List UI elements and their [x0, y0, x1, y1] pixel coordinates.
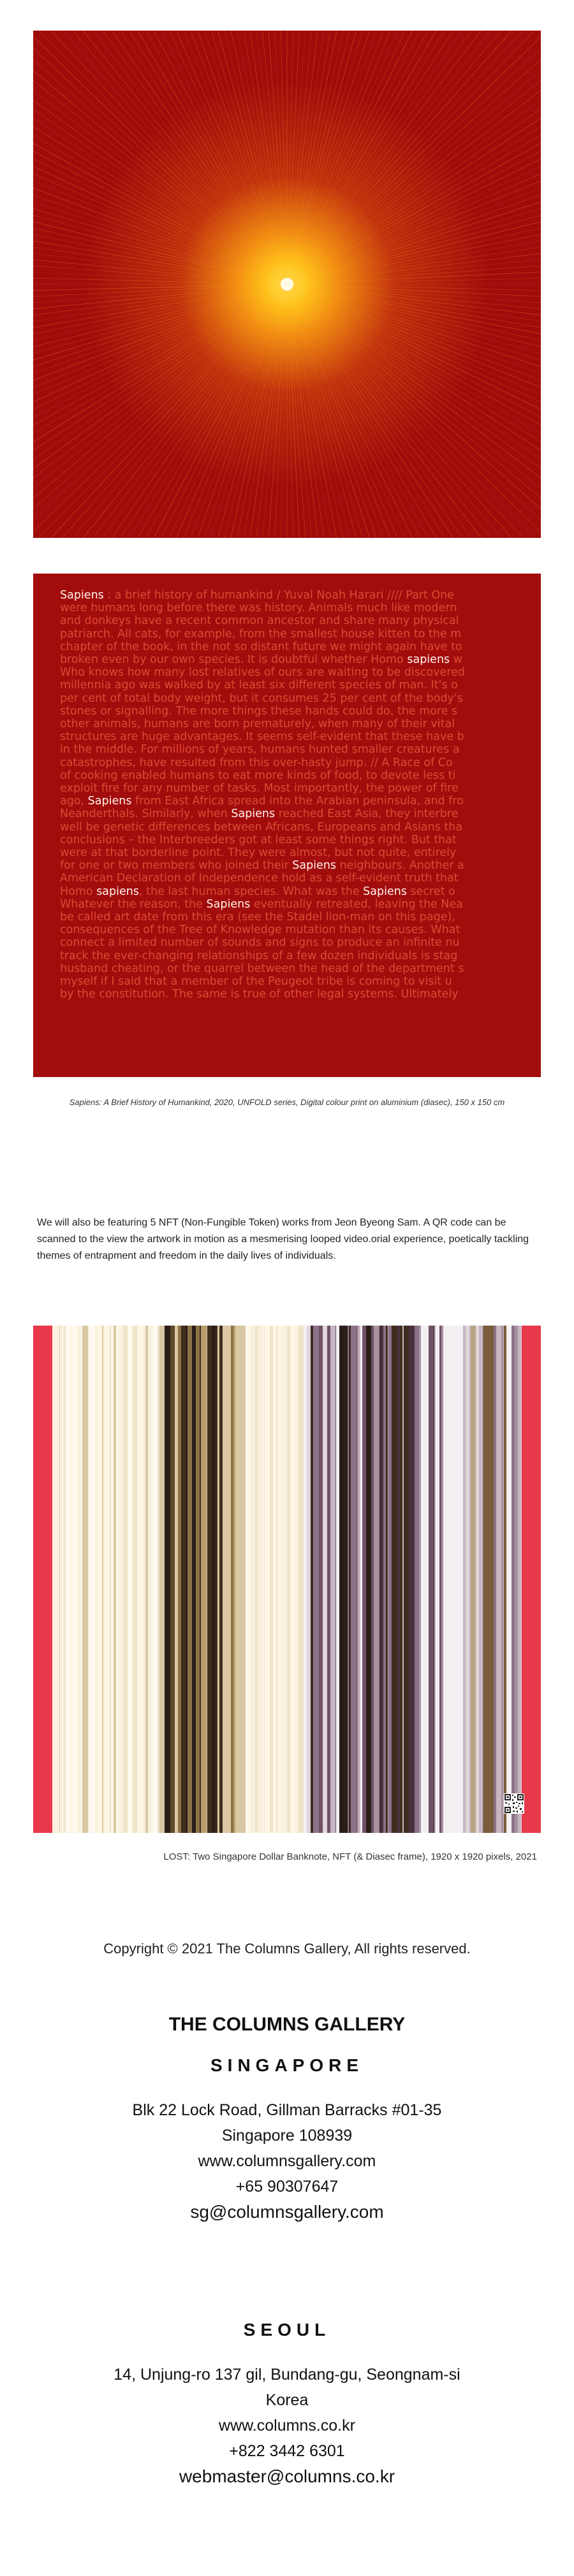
barcode-stripe: [276, 1326, 277, 1833]
artwork-text-line: [60, 589, 541, 602]
barcode-stripe: [188, 1326, 192, 1833]
artwork-text-line: [60, 653, 541, 666]
artwork-text-line: [60, 988, 541, 1001]
barcode-stripe: [471, 1326, 476, 1833]
seoul-email-link[interactable]: webmaster@columns.co.kr: [179, 2466, 395, 2486]
barcode-stripe: [343, 1326, 348, 1833]
barcode-stripe: [304, 1326, 307, 1833]
artwork-text-line: [60, 807, 541, 820]
text-segment: broken even by our own species. It is doubtful whether Homo: [60, 653, 408, 667]
text-segment: , the last human species. What was the: [138, 885, 364, 898]
barcode-stripe: [219, 1326, 223, 1833]
text-segment: w: [450, 653, 463, 667]
text-segment: ago,: [60, 795, 88, 808]
barcode-stripe: [362, 1326, 366, 1833]
light-ray: [33, 284, 287, 482]
artwork-text-line: [60, 923, 541, 936]
light-ray: [287, 106, 541, 284]
text-segment: millennia ago was walked by at least six different species of man. It's o: [60, 679, 458, 692]
text-segment: by the constitution. The same is true of other legal systems. Ultimately: [60, 988, 459, 1001]
barcode-stripe: [107, 1326, 110, 1833]
light-ray: [33, 87, 287, 284]
text-segment: other animals, humans are born prematurely, when many of their vital: [60, 718, 455, 731]
barcode-stripe: [64, 1326, 66, 1833]
barcode-stripe: [494, 1326, 496, 1833]
barcode-stripe: [255, 1326, 258, 1833]
barcode-stripe: [456, 1326, 457, 1833]
highlighted-word: Sapiens: [231, 807, 276, 821]
barcode-stripe: [114, 1326, 116, 1833]
barcode-stripe: [434, 1326, 436, 1833]
barcode-stripe: [148, 1326, 151, 1833]
artwork-text-line: [60, 885, 541, 898]
barcode-stripe: [419, 1326, 421, 1833]
barcode-stripe: [251, 1326, 252, 1833]
barcode-stripe: [501, 1326, 503, 1833]
artwork-text-line: [60, 911, 541, 923]
barcode-stripe: [479, 1326, 483, 1833]
light-ray: [287, 87, 541, 284]
highlighted-word: Sapiens: [87, 795, 132, 808]
barcode-stripe: [339, 1326, 343, 1833]
light-ray: [33, 177, 287, 284]
highlighted-word: Sapiens: [60, 589, 104, 602]
singapore-phone-link[interactable]: +65 90307647: [235, 2178, 339, 2196]
text-segment: well be genetic differences between Africans, Europeans and Asians tha: [60, 820, 463, 834]
barcode-stripe: [235, 1326, 240, 1833]
barcode-stripe: [415, 1326, 419, 1833]
light-ray: [287, 284, 466, 538]
barcode-stripe: [360, 1326, 362, 1833]
text-segment: neighbours. Another a: [336, 859, 464, 872]
barcode-stripe: [426, 1326, 429, 1833]
lost-artwork-caption: LOST: Two Singapore Dollar Banknote, NFT (& Diasec frame), 1920 x 1920 pixels, 2021: [163, 1851, 537, 1862]
singapore-website-link[interactable]: www.columnsgallery.com: [198, 2152, 376, 2170]
red-frame-edge: [522, 1326, 541, 1833]
barcode-stripe: [228, 1326, 231, 1833]
barcode-stripe: [81, 1326, 82, 1833]
artwork-text-line: [60, 705, 541, 718]
artwork-text-line: [60, 795, 541, 807]
barcode-stripe: [335, 1326, 336, 1833]
light-ray: [287, 31, 394, 284]
barcode-stripe: [336, 1326, 339, 1833]
seoul-contact-block: [0, 2320, 574, 2489]
highlighted-word: sapiens: [407, 653, 450, 667]
barcode-stripe: [153, 1326, 158, 1833]
barcode-stripe: [358, 1326, 360, 1833]
text-segment: structures are huge advantages. It seems self-evident that these have b: [60, 730, 464, 744]
barcode-stripe: [223, 1326, 228, 1833]
barcode-stripe: [246, 1326, 248, 1833]
qr-code-icon[interactable]: [504, 1793, 524, 1814]
text-segment: eventually retreated, leaving the Nea: [250, 897, 463, 911]
barcode-stripe: [201, 1326, 207, 1833]
text-segment: be called art date from this era (see the Stadel lion-man on this page),: [60, 911, 455, 924]
light-ray: [287, 231, 541, 284]
text-segment: secret o: [406, 885, 455, 898]
barcode-stripe: [443, 1326, 449, 1833]
barcode-stripe: [128, 1326, 129, 1833]
barcode-stripe: [207, 1326, 212, 1833]
artwork-text-line: [60, 936, 541, 949]
light-ray: [287, 31, 341, 284]
barcode-stripe: [240, 1326, 242, 1833]
barcode-stripe: [186, 1326, 188, 1833]
barcode-stripe: [192, 1326, 193, 1833]
barcode-stripe: [371, 1326, 374, 1833]
light-ray: [233, 31, 287, 284]
barcode-stripe: [298, 1326, 304, 1833]
light-ray: [108, 31, 287, 284]
barcode-stripe: [307, 1326, 311, 1833]
barcode-stripe: [521, 1326, 522, 1833]
barcode-stripe: [483, 1326, 486, 1833]
barcode-stripe: [265, 1326, 267, 1833]
barcode-stripe: [82, 1326, 88, 1833]
highlighted-word: Sapiens: [363, 885, 407, 898]
barcode-stripe: [357, 1326, 358, 1833]
gallery-name: THE COLUMNS GALLERY: [168, 2014, 406, 2035]
light-ray: [33, 231, 287, 284]
barcode-stripe: [351, 1326, 357, 1833]
barcode-stripe: [143, 1326, 145, 1833]
light-ray: [287, 284, 541, 391]
text-segment: for one or two members who joined their: [60, 859, 293, 872]
light-ray: [89, 31, 287, 284]
artwork-text-line: [60, 756, 541, 769]
starburst-artwork-image: [33, 31, 541, 538]
barcode-stripe: [490, 1326, 494, 1833]
barcode-stripe: [277, 1326, 281, 1833]
barcode-stripe: [95, 1326, 98, 1833]
barcode-stripe: [388, 1326, 392, 1833]
barcode-stripe: [486, 1326, 490, 1833]
barcode-stripe: [111, 1326, 114, 1833]
artwork-text-line: [60, 602, 541, 614]
barcode-stripe: [330, 1326, 335, 1833]
barcode-stripe: [421, 1326, 426, 1833]
barcode-stripe: [454, 1326, 456, 1833]
barcode-stripe: [441, 1326, 443, 1833]
text-segment: from East Africa spread into the Arabian peninsula, and fro: [131, 795, 464, 808]
barcode-stripe: [158, 1326, 159, 1833]
text-segment: in the middle. For millions of years, humans hunted smaller creatures a: [60, 743, 460, 756]
light-ray: [180, 31, 287, 284]
lost-banknote-nft-image: [33, 1326, 541, 1833]
light-ray: [287, 31, 466, 284]
text-segment: chapter of the book, in the not so distant future we might again have to: [60, 640, 462, 653]
barcode-stripe: [216, 1326, 217, 1833]
artwork-text-line: [60, 950, 541, 962]
barcode-stripe: [504, 1326, 506, 1833]
seoul-address-line-2: Korea: [265, 2391, 309, 2409]
text-segment: Neanderthals. Similarly, when: [60, 807, 232, 821]
barcode-stripe: [110, 1326, 111, 1833]
barcode-stripe: [170, 1326, 175, 1833]
light-ray: [287, 284, 341, 538]
light-ray: [33, 284, 287, 463]
text-segment: connect a limited number of sounds and signs to produce an infinite nu: [60, 936, 460, 950]
barcode-stripe: [402, 1326, 404, 1833]
text-segment: and donkeys have a recent common ancestor and share many physical: [60, 614, 459, 628]
barcode-stripe: [380, 1326, 383, 1833]
barcode-stripe: [132, 1326, 133, 1833]
copyright-text: Copyright © 2021 The Columns Gallery, All rights reserved.: [103, 1941, 471, 1957]
barcode-stripe: [290, 1326, 295, 1833]
barcode-stripe: [515, 1326, 518, 1833]
artwork-text-line: [60, 834, 541, 846]
barcode-stripe: [379, 1326, 380, 1833]
light-ray: [89, 284, 287, 538]
barcode-stripe: [397, 1326, 400, 1833]
text-segment: stones or signalling. The more things these hands could do, the more s: [60, 704, 458, 718]
singapore-email-link[interactable]: sg@columnsgallery.com: [190, 2202, 384, 2222]
red-frame-edge: [33, 1326, 52, 1833]
barcode-stripe: [463, 1326, 466, 1833]
barcode-stripe: [270, 1326, 273, 1833]
barcode-stripe: [366, 1326, 371, 1833]
artwork-text-line: [60, 872, 541, 885]
artwork-text-line: [60, 730, 541, 743]
barcode-stripe: [273, 1326, 276, 1833]
barcode-stripe: [200, 1326, 201, 1833]
barcode-stripe: [102, 1326, 103, 1833]
barcode-stripe: [57, 1326, 59, 1833]
text-segment: consequences of the Tree of Knowledge mutation than its causes. What: [60, 923, 460, 937]
barcode-stripe: [383, 1326, 386, 1833]
barcode-stripe: [349, 1326, 351, 1833]
seoul-address-line-1: 14, Unjung-ro 137 gil, Bundang-gu, Seongnam-si: [114, 2366, 460, 2384]
barcode-stripe: [89, 1326, 95, 1833]
artwork-text-line: [60, 769, 541, 782]
light-ray: [233, 284, 287, 538]
barcode-stripe: [59, 1326, 60, 1833]
barcode-stripe: [374, 1326, 379, 1833]
barcode-stripe: [137, 1326, 143, 1833]
barcode-stripe: [466, 1326, 469, 1833]
light-ray: [287, 284, 541, 463]
light-ray: [33, 284, 287, 338]
barcode-stripe: [233, 1326, 235, 1833]
seoul-website-link[interactable]: www.columns.co.kr: [219, 2417, 355, 2435]
barcode-stripe: [412, 1326, 415, 1833]
text-segment: reached East Asia, they interbre: [275, 807, 459, 821]
barcode-stripe: [506, 1326, 511, 1833]
barcode-stripe: [103, 1326, 107, 1833]
barcode-stripe: [231, 1326, 233, 1833]
barcode-stripe: [295, 1326, 298, 1833]
highlighted-word: Sapiens: [206, 897, 251, 911]
barcode-stripe: [436, 1326, 439, 1833]
barcode-stripe: [77, 1326, 81, 1833]
barcode-stripe: [503, 1326, 504, 1833]
sapiens-artwork-text: [60, 589, 541, 1001]
text-segment: were humans long before there was history. Animals much like modern: [60, 602, 457, 615]
starburst-rays: [33, 31, 541, 538]
seoul-city-heading: SEOUL: [243, 2320, 331, 2340]
text-segment: Whatever the reason, the: [60, 897, 207, 911]
barcode-stripe: [123, 1326, 128, 1833]
text-segment: track the ever-changing relationships of a few dozen individuals is stag: [60, 949, 458, 962]
barcode-stripe: [267, 1326, 270, 1833]
text-segment: exploit fire for any number of tasks. Most importantly, the power of fire: [60, 782, 459, 795]
artwork-text-line: [60, 666, 541, 679]
barcode-stripe: [327, 1326, 330, 1833]
light-ray: [287, 284, 541, 482]
light-ray: [287, 284, 541, 338]
text-segment: of cooking enabled humans to eat more kinds of food, to devote less ti: [60, 769, 456, 782]
barcode-stripe: [116, 1326, 119, 1833]
barcode-stripe: [70, 1326, 73, 1833]
seoul-phone-link[interactable]: +822 3442 6301: [229, 2442, 345, 2460]
barcode-stripe: [449, 1326, 454, 1833]
light-ray: [287, 177, 541, 284]
artwork-text-line: [60, 821, 541, 834]
text-segment: catastrophes, have resulted from this over-hasty jump. // A Race of Co: [60, 756, 453, 769]
barcode-stripe: [181, 1326, 186, 1833]
singapore-city-heading: SINGAPORE: [210, 2055, 364, 2075]
light-ray: [287, 284, 394, 538]
barcode-stripe: [248, 1326, 251, 1833]
highlighted-word: Sapiens: [292, 859, 337, 872]
barcode-stripe: [175, 1326, 178, 1833]
light-ray: [287, 31, 485, 284]
text-segment: husband cheating, or the quarrel between the head of the department s: [60, 962, 464, 975]
barcode-stripe: [196, 1326, 200, 1833]
barcode-stripe: [386, 1326, 388, 1833]
artwork-text-line: [60, 718, 541, 730]
artwork-text-line: [60, 743, 541, 756]
barcode-stripe: [60, 1326, 64, 1833]
barcode-stripe: [217, 1326, 219, 1833]
light-ray: [33, 106, 287, 284]
artwork-text-line: [60, 846, 541, 859]
singapore-contact-block: [0, 2055, 574, 2225]
artwork-text-line: [60, 975, 541, 988]
barcode-stripe: [258, 1326, 262, 1833]
artwork-text-line: [60, 692, 541, 705]
barcode-stripe: [409, 1326, 412, 1833]
artwork-text-line: [60, 962, 541, 975]
barcode-stripe: [511, 1326, 515, 1833]
artwork-text-line: [60, 859, 541, 872]
barcode-stripe: [98, 1326, 102, 1833]
text-segment: Who knows how many lost relatives of ours are waiting to be discovered: [60, 666, 465, 679]
barcode-stripe: [281, 1326, 287, 1833]
barcode-stripe: [457, 1326, 463, 1833]
barcode-stripe: [129, 1326, 132, 1833]
starburst-core: [281, 278, 293, 291]
barcode-stripe: [52, 1326, 55, 1833]
barcode-stripe: [429, 1326, 434, 1833]
text-segment: Homo: [60, 885, 97, 898]
artwork-text-line: [60, 614, 541, 627]
text-segment: : a brief history of humankind / Yuval Noah Harari //// Part One: [103, 589, 454, 602]
barcode-stripe: [73, 1326, 77, 1833]
barcode-stripe: [159, 1326, 165, 1833]
barcode-stripe: [287, 1326, 290, 1833]
barcode-stripe: [66, 1326, 70, 1833]
barcode-stripe: [313, 1326, 319, 1833]
barcode-stripe: [151, 1326, 153, 1833]
light-ray: [108, 284, 287, 538]
barcode-stripe: [55, 1326, 57, 1833]
sapiens-text-artwork-image: [33, 574, 541, 1077]
barcode-stripe: [180, 1326, 181, 1833]
barcode-stripe: [262, 1326, 264, 1833]
barcode-stripe: [178, 1326, 180, 1833]
barcode-stripe: [165, 1326, 170, 1833]
light-ray: [180, 284, 287, 538]
text-segment: myself if I said that a member of the Peugeot tribe is coming to visit u: [60, 975, 452, 988]
artwork-text-line: [60, 679, 541, 691]
light-ray: [287, 284, 485, 538]
text-segment: were at that borderline point. They were almost, but not quite, entirely: [60, 846, 457, 860]
barcode-stripe: [476, 1326, 479, 1833]
singapore-address-line-2: Singapore 108939: [221, 2127, 353, 2145]
barcode-stripe: [323, 1326, 327, 1833]
barcode-stripe: [242, 1326, 246, 1833]
barcode-stripe: [496, 1326, 501, 1833]
barcode-stripe: [88, 1326, 89, 1833]
barcode-stripe: [119, 1326, 123, 1833]
nft-intro-paragraph: We will also be featuring 5 NFT (Non-Fungible Token) works from Jeon Byeong Sam. A QR code can be scanned to the view the artwork in motion as a mesmerising looped video.orial experience, poetically tackling themes of entrapment and freedom in the daily lives of individuals.: [37, 1217, 529, 1261]
barcode-stripe: [133, 1326, 137, 1833]
barcode-stripe: [518, 1326, 521, 1833]
barcode-stripe: [404, 1326, 409, 1833]
highlighted-word: sapiens: [96, 885, 139, 898]
barcode-stripe: [252, 1326, 255, 1833]
barcode-stripe: [311, 1326, 313, 1833]
text-segment: patriarch. All cats, for example, from the smallest house kitten to the m: [60, 627, 462, 640]
barcode-stripe: [348, 1326, 349, 1833]
gallery-name-heading: [0, 2014, 574, 2036]
barcode-stripe: [392, 1326, 397, 1833]
artwork-text-line: [60, 628, 541, 640]
barcode-stripe: [439, 1326, 441, 1833]
barcode-stripe: [145, 1326, 148, 1833]
barcode-stripe: [264, 1326, 265, 1833]
artwork-text-line: [60, 640, 541, 653]
barcode-stripe: [400, 1326, 402, 1833]
barcode-stripes: [33, 1326, 541, 1833]
light-ray: [33, 284, 287, 391]
text-segment: per cent of total body weight, but it consumes 25 per cent of the body's: [60, 691, 463, 705]
sapiens-artwork-caption: Sapiens: A Brief History of Humankind, 2020, UNFOLD series, Digital colour print on aluminium (diasec), 150 x 150 cm: [69, 1097, 505, 1107]
artwork-text-line: [60, 782, 541, 795]
text-segment: conclusions – the Interbreeders got at least some things right. But that: [60, 833, 457, 846]
barcode-stripe: [193, 1326, 196, 1833]
text-segment: American Declaration of Independence hold as a self-evident truth that: [60, 872, 459, 885]
singapore-address-line-1: Blk 22 Lock Road, Gillman Barracks #01-35: [132, 2101, 442, 2119]
artwork-text-line: [60, 898, 541, 911]
barcode-stripe: [212, 1326, 216, 1833]
barcode-stripe: [469, 1326, 471, 1833]
barcode-stripe: [319, 1326, 323, 1833]
